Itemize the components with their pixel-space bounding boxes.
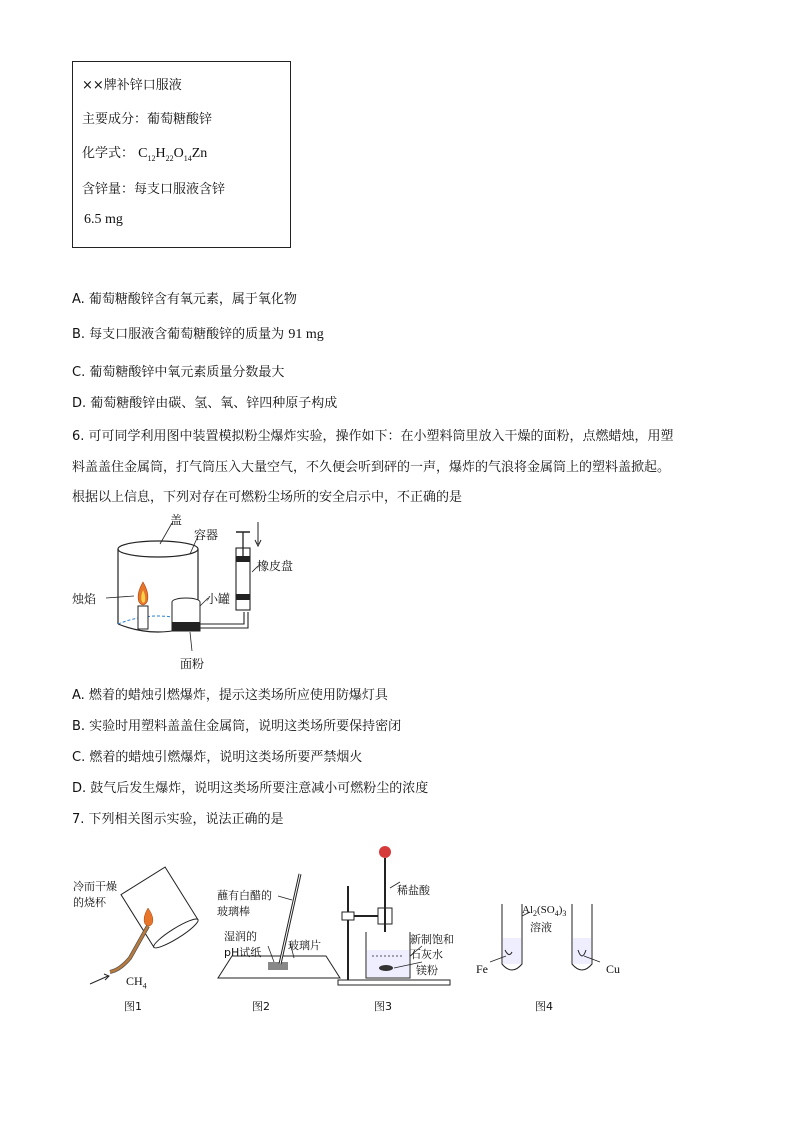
fig2-caption: 图2 xyxy=(252,1000,270,1013)
flour-label: 面粉 xyxy=(180,657,205,671)
q5-option-d: D. 葡萄糖酸锌由碳、氢、氧、锌四种原子构成 xyxy=(72,396,338,411)
fig4-fe-label: Fe xyxy=(476,962,488,976)
fig1-caption: 图1 xyxy=(124,1000,142,1013)
q5-option-c: C. 葡萄糖酸锌中氧元素质量分数最大 xyxy=(72,365,285,380)
q7-stem: 7. 下列相关图示实验，说法正确的是 xyxy=(72,812,284,827)
product-title: ××牌补锌口服液 xyxy=(82,78,182,93)
fig2-label-vinegar: 蘸有白醋的 xyxy=(217,889,272,902)
fig2-label-moist: 湿润的 xyxy=(224,930,257,943)
fig4-solution-formula: $Al_2(SO_4)_3$ xyxy=(522,904,567,919)
dust-explosion-apparatus xyxy=(60,506,320,676)
fig1-label-beaker: 的烧杯 xyxy=(73,896,106,909)
q6-stem-line3: 根据以上信息，下列对存在可燃粉尘场所的安全启示中，不正确的是 xyxy=(72,490,463,505)
fig2-label-rod: 玻璃棒 xyxy=(217,905,250,918)
fig4-solution-label: 溶液 xyxy=(530,921,552,934)
fig2-label-glass: 玻璃片 xyxy=(288,939,321,952)
can-label: 小罐 xyxy=(206,592,231,606)
q5-option-a: A. 葡萄糖酸锌含有氧元素，属于氧化物 xyxy=(72,292,297,307)
chemical-formula: 化学式： $C_{12}H_{22}O_{14}Zn$ xyxy=(82,146,208,163)
fig3-label-mg: 镁粉 xyxy=(416,964,438,977)
flame-label: 烛焰 xyxy=(72,592,97,606)
q6-option-d: D. 鼓气后发生爆炸，说明这类场所要注意减小可燃粉尘的浓度 xyxy=(72,781,429,796)
product-label-box xyxy=(72,61,291,248)
fig3-label-acid: 稀盐酸 xyxy=(397,884,430,897)
main-ingredient: 主要成分：葡萄糖酸锌 xyxy=(82,112,213,127)
zinc-amount: 6.5 mg xyxy=(84,212,123,227)
fig1-label-cold-dry: 冷而干燥 xyxy=(73,880,117,893)
fig2-label-ph-paper: pH试纸 xyxy=(224,946,262,959)
fig4-cu-label: Cu xyxy=(606,962,621,976)
q6-option-c: C. 燃着的蜡烛引燃爆炸，说明这类场所要严禁烟火 xyxy=(72,750,363,765)
q6-option-a: A. 燃着的蜡烛引燃爆炸，提示这类场所应使用防爆灯具 xyxy=(72,688,388,703)
fig4-caption: 图4 xyxy=(535,1000,553,1013)
q6-option-b: B. 实验时用塑料盖盖住金属筒，说明这类场所要保持密闭 xyxy=(72,719,402,734)
q6-stem-line1: 6. 可可同学利用图中装置模拟粉尘爆炸实验，操作如下：在小塑料筒里放入干燥的面粉，点燃蜡烛，用塑 xyxy=(72,429,674,444)
fig3-caption: 图3 xyxy=(374,1000,392,1013)
container-label: 容器 xyxy=(194,528,219,542)
q7-figures xyxy=(60,838,660,1008)
lid-label: 盖 xyxy=(170,513,183,527)
zinc-content: 含锌量：每支口服液含锌 xyxy=(82,182,226,197)
fig1-gas-label: $CH_4$ xyxy=(126,974,147,991)
fig3-label-limewater: 石灰水 xyxy=(410,948,443,961)
rubber-disc-label: 橡皮盘 xyxy=(257,559,294,573)
fig3-label-saturated: 新制饱和 xyxy=(410,933,454,946)
q5-option-b: B. 每支口服液含葡萄糖酸锌的质量为 91 mg xyxy=(72,327,324,342)
q6-stem-line2: 料盖盖住金属筒，打气筒压入大量空气，不久便会听到砰的一声，爆炸的气浪将金属筒上的塑料盖掀起。 xyxy=(72,460,671,475)
